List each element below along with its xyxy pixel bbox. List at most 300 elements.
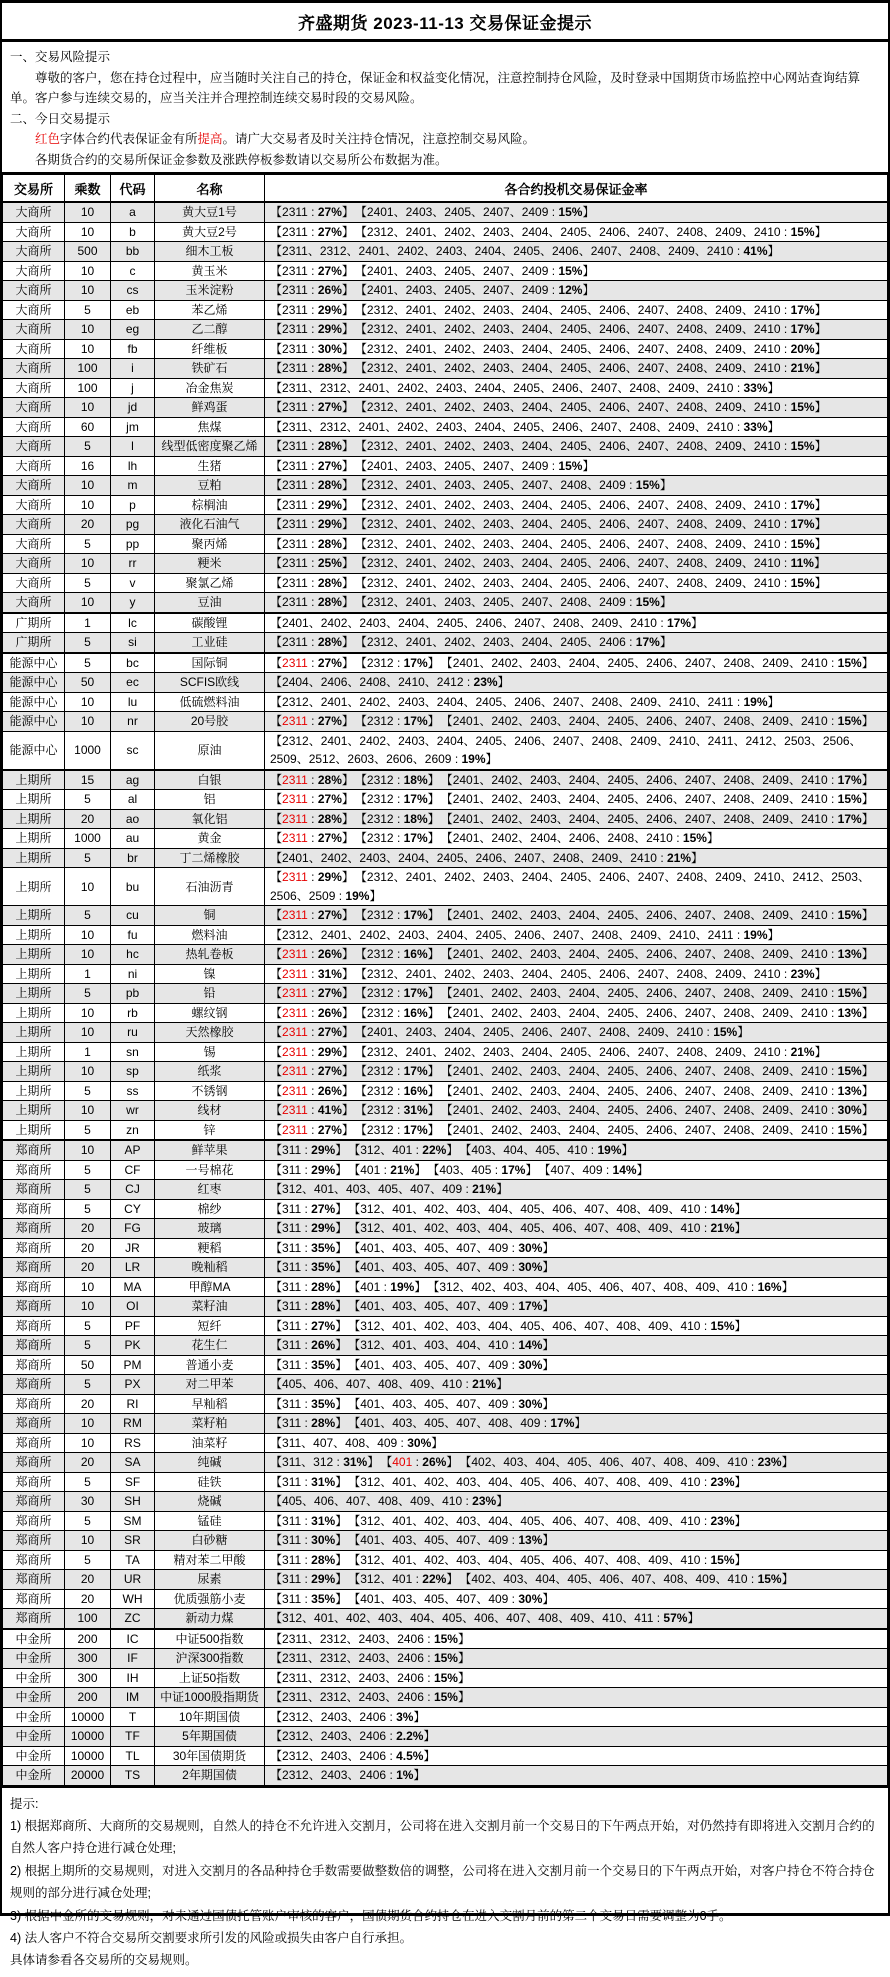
- code-cell: hc: [111, 945, 155, 965]
- multiplier-cell: 10000: [65, 1746, 111, 1766]
- multiplier-cell: 5: [65, 437, 111, 457]
- margin-rate-value: 21%: [390, 1162, 415, 1177]
- margin-rate-value: 15%: [635, 478, 660, 492]
- table-row: [3, 593, 888, 613]
- name-cell: 硅铁: [155, 1472, 265, 1492]
- margin-rates-cell: [265, 359, 888, 379]
- code-cell: fu: [111, 925, 155, 945]
- table-row: [3, 261, 888, 281]
- contract-month-group: 【401 : 21%】: [354, 1162, 427, 1177]
- multiplier-cell: 5: [65, 1199, 111, 1219]
- multiplier-cell: 10: [65, 554, 111, 574]
- exchange-cell: 能源中心: [3, 712, 65, 732]
- contract-month-group: 【311 : 28%】: [270, 1552, 348, 1567]
- name-cell: 生猪: [155, 456, 265, 476]
- contract-months: 2401、2402、2403、2404、2405、2406、2407、2408、2409、2410: [452, 947, 828, 961]
- margin-rate-value: 19%: [345, 888, 370, 903]
- name-cell: 20号胶: [155, 712, 265, 732]
- table-row: [3, 1316, 888, 1336]
- table-row: [3, 1707, 888, 1727]
- margin-rate-value: 57%: [663, 1611, 688, 1625]
- multiplier-cell: 100: [65, 359, 111, 379]
- margin-rate-value: 31%: [311, 1513, 336, 1528]
- contract-month-group: 【2312、2403、2406 : 4.5%】: [270, 1748, 436, 1763]
- table-row: [3, 692, 888, 712]
- multiplier-cell: 10: [65, 202, 111, 222]
- contract-month-group: 【2312、2401、2402、2403、2404、2405、2406、2407、2408、2409、2410 : 20%】: [360, 341, 827, 356]
- contract-month-group: 【311 : 28%】: [270, 1279, 348, 1294]
- name-cell: 对二甲苯: [155, 1375, 265, 1395]
- multiplier-cell: 10: [65, 1297, 111, 1317]
- exchange-cell: 上期所: [3, 906, 65, 926]
- contract-month-group: 【2312、2401、2402、2403、2404、2405、2406、2407、2408、2409、2410、2411 : 19%】: [270, 927, 780, 942]
- exchange-cell: 大商所: [3, 222, 65, 242]
- margin-rates-cell: [265, 1120, 888, 1140]
- margin-rate-value: 13%: [837, 1005, 862, 1020]
- contract-month-group: 【2311 : 28%】: [270, 361, 354, 375]
- name-cell: 短纤: [155, 1316, 265, 1336]
- multiplier-cell: 5: [65, 984, 111, 1004]
- contract-month-group: 【2312、2401、2402、2403、2404、2405、2406、2407、2408、2409、2410 : 15%】: [360, 439, 827, 453]
- name-cell: 铝: [155, 790, 265, 810]
- contract-month-group: 【2311 : 27%】: [270, 908, 354, 922]
- exchange-cell: 上期所: [3, 809, 65, 829]
- margin-rate-value: 21%: [667, 850, 692, 865]
- code-cell: CJ: [111, 1180, 155, 1200]
- code-cell: IM: [111, 1688, 155, 1708]
- table-row: [3, 1140, 888, 1160]
- margin-rate-value: 21%: [472, 1182, 497, 1196]
- contract-month-group: 【2312 : 18%】: [360, 772, 440, 787]
- exchange-cell: 郑商所: [3, 1316, 65, 1336]
- margin-rates-cell: [265, 1531, 888, 1551]
- margin-rates-cell: [265, 1550, 888, 1570]
- footer-note-line: 2) 根据上期所的交易规则，对进入交割月的各品种持仓手数需要做整数倍的调整，公司将在进入交割月前一个交易日的下午两点开始，对客户持仓不符合持仓规则的部分进行减仓处理;: [10, 1863, 875, 1901]
- margin-rates-cell: [265, 964, 888, 984]
- contract-months: 311: [282, 1416, 302, 1430]
- contract-month-group: 【2311 : 26%】: [270, 1083, 354, 1098]
- exchange-cell: 中金所: [3, 1688, 65, 1708]
- multiplier-cell: 20: [65, 809, 111, 829]
- margin-rate-value: 14%: [518, 1338, 543, 1352]
- contract-month-group: 【2401、2402、2403、2404、2405、2406、2407、2408、2409、2410 : 17%】: [270, 615, 704, 630]
- margin-rate-value: 17%: [837, 811, 862, 826]
- exchange-cell: 大商所: [3, 456, 65, 476]
- contract-months: 2401、2402、2403、2404、2405、2406、2407、2408、2409、2410: [452, 1103, 828, 1117]
- contract-months: 2312、2403、2406: [282, 1729, 387, 1743]
- table-row: [3, 1297, 888, 1317]
- contract-month-group: 【311 : 27%】: [270, 1318, 348, 1333]
- exchange-data-notice: 各期货合约的交易所保证金参数及涨跌停板参数请以交易所公布数据为准。: [35, 152, 448, 167]
- risk-paragraph: 尊敬的客户，您在持仓过程中，应当随时关注自己的持仓，保证金和权益变化情况，注意控制持仓风险，及时登录中国期货市场监控中心网站查询结算单。客户参与连续交易的，应当关注并合理控制连续交易时段的交易风险。: [10, 70, 861, 105]
- contract-month-group: 【312、401、402、403、404、405、406、407、408、409、410 : 21%】: [354, 1221, 747, 1235]
- contract-months: 311: [282, 1572, 302, 1586]
- exchange-cell: 上期所: [3, 848, 65, 868]
- table-row: [3, 1219, 888, 1239]
- raised-contract-months: 2311: [282, 1064, 308, 1078]
- contract-month-group: 【401 : 19%】: [354, 1279, 427, 1294]
- name-cell: 螺纹钢: [155, 1003, 265, 1023]
- table-row: [3, 1101, 888, 1121]
- exchange-cell: 中金所: [3, 1766, 65, 1787]
- contract-months: 2312、2401、2402、2403、2404、2405、2406、2407、2408、2409、2410: [366, 497, 781, 512]
- code-cell: IF: [111, 1649, 155, 1669]
- table-row: [3, 320, 888, 340]
- code-cell: JR: [111, 1238, 155, 1258]
- name-cell: 中证500指数: [155, 1629, 265, 1649]
- margin-rates-cell: [265, 1355, 888, 1375]
- margin-rate-value: 14%: [710, 1201, 735, 1216]
- contract-month-group: 【402、403、404、405、406、407、408、409、410 : 23%】: [465, 1455, 794, 1469]
- margin-rates-cell: [265, 906, 888, 926]
- multiplier-cell: 5: [65, 1550, 111, 1570]
- exchange-cell: 郑商所: [3, 1550, 65, 1570]
- margin-rate-value: 41%: [317, 1103, 342, 1117]
- contract-months: 2401、2402、2403、2404、2405、2406、2407、2408、2409、2410: [452, 772, 828, 787]
- name-cell: 锌: [155, 1120, 265, 1140]
- exchange-cell: 上期所: [3, 1023, 65, 1043]
- margin-rate-value: 29%: [317, 497, 342, 512]
- raised-margin-notice: [10, 129, 880, 150]
- margin-rates-cell: [265, 790, 888, 810]
- contract-month-group: 【405、406、407、408、409、410 : 23%】: [270, 1494, 509, 1508]
- margin-rate-value: 15%: [837, 986, 862, 1000]
- margin-rates-cell: [265, 1042, 888, 1062]
- code-cell: bc: [111, 653, 155, 673]
- contract-month-group: 【2312 : 17%】: [360, 1122, 440, 1137]
- margin-rate-value: 17%: [403, 1122, 428, 1137]
- contract-month-group: 【2311 : 28%】: [270, 595, 354, 609]
- footer-note-line: 1) 根据郑商所、大商所的交易规则，自然人的持仓不允许进入交割月，公司将在进入交割月前一个交易日的下午两点开始，对仍然持有即将进入交割月合约的自然人客户持仓进行减仓处理;: [10, 1818, 875, 1856]
- margin-rates-cell: [265, 984, 888, 1004]
- contract-month-group: 【402、403、404、405、406、407、408、409、410 : 15%】: [465, 1572, 794, 1586]
- contract-months: 2312: [366, 947, 394, 961]
- table-row: [3, 945, 888, 965]
- name-cell: 优质强筋小麦: [155, 1589, 265, 1609]
- contract-months: 2312、2401、2402、2403、2404、2405、2406、2407、2408、2409、2410、2411: [282, 694, 734, 709]
- contract-months: 311: [282, 1279, 302, 1294]
- name-cell: 花生仁: [155, 1336, 265, 1356]
- margin-rate-value: 22%: [422, 1572, 447, 1586]
- contract-months: 2404、2406、2408、2410、2412: [282, 675, 464, 689]
- code-cell: cs: [111, 281, 155, 301]
- contract-month-group: 【312、402、403、404、405、406、407、408、409、410 : 16%】: [433, 1279, 794, 1294]
- margin-rate-value: 15%: [433, 1651, 458, 1665]
- contract-months: 2312、2401、2402、2403、2404、2405、2406、2407、2408、2409、2410: [366, 517, 781, 531]
- raised-contract-months: 2311: [282, 1122, 308, 1137]
- notice-middle-text: 字体合约代表保证金有所: [60, 132, 198, 146]
- code-cell: LR: [111, 1258, 155, 1278]
- margin-rate-table: [2, 172, 888, 1788]
- contract-month-group: 【2311 : 28%】: [270, 439, 354, 453]
- margin-rate-value: 30%: [837, 1103, 862, 1117]
- margin-rate-value: 15%: [790, 575, 815, 590]
- contract-months: 401、403、405、407、409: [360, 1240, 509, 1255]
- contract-months: 2401、2402、2403、2404、2405、2406、2407、2408、2409、2410: [452, 1005, 828, 1020]
- exchange-cell: 上期所: [3, 790, 65, 810]
- margin-rate-value: 4.5%: [396, 1748, 424, 1763]
- exchange-cell: 郑商所: [3, 1492, 65, 1512]
- name-cell: 线型低密度聚乙烯: [155, 437, 265, 457]
- contract-month-group: 【2312、2401、2402、2403、2404、2405、2406、2407、2408、2409、2410 : 15%】: [360, 536, 827, 551]
- contract-months: 401: [360, 1279, 381, 1294]
- margin-rate-value: 18%: [403, 811, 428, 826]
- code-cell: lu: [111, 692, 155, 712]
- name-cell: 聚氯乙烯: [155, 573, 265, 593]
- contract-months: 2311: [282, 400, 308, 414]
- margin-rates-cell: [265, 1649, 888, 1669]
- contract-month-group: 【312、401、402、403、404、405、406、407、408、409、410、411 : 57%】: [270, 1611, 700, 1625]
- multiplier-cell: 5: [65, 633, 111, 653]
- name-cell: 玻璃: [155, 1219, 265, 1239]
- contract-month-group: 【2311 : 29%】: [270, 517, 354, 531]
- contract-months: 2311、2312、2403、2406: [282, 1670, 424, 1685]
- contract-months: 2312、2401、2402、2403、2404、2405、2406、2407、2408、2409、2410、2411、2412、2503、2506、2509、2512、2603、2606、2609: [270, 733, 862, 766]
- code-cell: a: [111, 202, 155, 222]
- contract-month-group: 【2312、2401、2402、2403、2404、2405、2406、2407、2408、2409、2410 : 21%】: [360, 1044, 827, 1059]
- margin-rate-value: 29%: [311, 1221, 336, 1235]
- name-cell: 碳酸锂: [155, 613, 265, 633]
- margin-rates-cell: [265, 281, 888, 301]
- raised-contract-months: 2311: [282, 772, 308, 787]
- code-cell: fb: [111, 339, 155, 359]
- contract-month-group: 【2311 : 27%】: [270, 1064, 354, 1078]
- code-cell: ss: [111, 1081, 155, 1101]
- exchange-cell: 上期所: [3, 1101, 65, 1121]
- contract-month-group: 【401、403、405、407、409 : 30%】: [354, 1240, 555, 1255]
- table-row: [3, 1258, 888, 1278]
- exchange-cell: 郑商所: [3, 1258, 65, 1278]
- margin-rate-value: 35%: [311, 1240, 336, 1255]
- margin-rate-value: 27%: [317, 263, 342, 278]
- name-cell: 尿素: [155, 1570, 265, 1590]
- name-cell: 红枣: [155, 1180, 265, 1200]
- code-cell: si: [111, 633, 155, 653]
- exchange-cell: 上期所: [3, 1042, 65, 1062]
- margin-rates-cell: [265, 320, 888, 340]
- exchange-cell: 能源中心: [3, 731, 65, 770]
- contract-month-group: 【2311 : 28%】: [270, 478, 354, 492]
- margin-rate-value: 31%: [343, 1455, 368, 1469]
- margin-rates-cell: [265, 1180, 888, 1200]
- contract-months: 2312: [366, 655, 394, 670]
- margin-rate-value: 15%: [837, 792, 862, 806]
- margin-rate-value: 22%: [422, 1143, 447, 1157]
- code-cell: OI: [111, 1297, 155, 1317]
- multiplier-cell: 16: [65, 456, 111, 476]
- margin-rate-value: 29%: [317, 322, 342, 336]
- table-row: [3, 437, 888, 457]
- name-cell: 粳米: [155, 554, 265, 574]
- contract-month-group: 【2312 : 18%】: [360, 811, 440, 826]
- contract-month-group: 【2312 : 17%】: [360, 792, 440, 806]
- contract-months: 2311: [282, 536, 308, 551]
- name-cell: 沪深300指数: [155, 1649, 265, 1669]
- margin-rate-value: 19%: [461, 752, 486, 766]
- margin-rates-cell: [265, 222, 888, 242]
- margin-rate-value: 17%: [790, 517, 815, 531]
- multiplier-cell: 1: [65, 964, 111, 984]
- name-cell: 烧碱: [155, 1492, 265, 1512]
- code-cell: br: [111, 848, 155, 868]
- exchange-cell: 郑商所: [3, 1531, 65, 1551]
- code-cell: FG: [111, 1219, 155, 1239]
- margin-rates-cell: [265, 613, 888, 633]
- table-row: [3, 1120, 888, 1140]
- contract-month-group: 【311、312 : 31%】: [270, 1455, 380, 1469]
- multiplier-cell: 50: [65, 1355, 111, 1375]
- contract-months: 2311: [282, 439, 308, 453]
- margin-rate-value: 17%: [790, 497, 815, 512]
- margin-rate-value: 17%: [635, 635, 660, 649]
- contract-month-group: 【2311 : 41%】: [270, 1103, 354, 1117]
- margin-rates-cell: [265, 1375, 888, 1395]
- table-row: [3, 1081, 888, 1101]
- contract-months: 311: [282, 1474, 302, 1489]
- margin-rate-value: 27%: [317, 986, 342, 1000]
- margin-rates-cell: [265, 573, 888, 593]
- name-cell: 不锈钢: [155, 1081, 265, 1101]
- multiplier-cell: 10: [65, 1277, 111, 1297]
- contract-months: 2401、2402、2404、2406、2408、2410: [452, 831, 673, 845]
- margin-rates-cell: [265, 1472, 888, 1492]
- contract-month-group: 【2311 : 27%】: [270, 400, 354, 414]
- code-cell: jd: [111, 398, 155, 418]
- margin-rate-value: 28%: [317, 811, 342, 826]
- code-cell: pp: [111, 534, 155, 554]
- contract-month-group: 【2312、2401、2402、2403、2404、2405、2406、2407、2408、2409、2410 : 23%】: [360, 966, 827, 981]
- contract-month-group: 【401、403、405、407、409 : 17%】: [354, 1299, 555, 1313]
- exchange-cell: 大商所: [3, 417, 65, 437]
- contract-months: 401、403、405、407、409: [360, 1533, 509, 1547]
- exchange-cell: 上期所: [3, 945, 65, 965]
- multiplier-cell: 200: [65, 1688, 111, 1708]
- contract-month-group: 【2401、2402、2403、2404、2405、2406、2407、2408、2409、2410 : 17%】: [446, 811, 874, 826]
- contract-months: 2312、2401、2402、2403、2404、2405、2406、2407、2408、2409、2410: [366, 1044, 781, 1059]
- name-cell: 低硫燃料油: [155, 692, 265, 712]
- contract-months: 312、402、403、404、405、406、407、408、409、410: [439, 1279, 748, 1294]
- code-cell: au: [111, 829, 155, 849]
- name-cell: 菜籽油: [155, 1297, 265, 1317]
- contract-month-group: 【2311、2312、2403、2406 : 15%】: [270, 1690, 470, 1704]
- margin-rate-value: 15%: [558, 205, 583, 219]
- multiplier-cell: 5: [65, 1472, 111, 1492]
- contract-months: 2311、2312、2401、2402、2403、2404、2405、2406、2407、2408、2409、2410: [282, 380, 734, 395]
- table-row: [3, 1003, 888, 1023]
- table-row: [3, 1453, 888, 1473]
- table-row: [3, 1042, 888, 1062]
- footer-note-line: 3) 根据中金所的交易规则，对未通过国债托管账户审核的客户，国债期货合约持仓在进入交割月前的第二个交易日需要调整为0手。: [10, 1908, 732, 1923]
- margin-rate-value: 27%: [317, 1122, 342, 1137]
- multiplier-cell: 10: [65, 398, 111, 418]
- table-row: [3, 1589, 888, 1609]
- multiplier-cell: 20: [65, 1589, 111, 1609]
- contract-months: 2311、2312、2403、2406: [282, 1651, 424, 1665]
- code-cell: j: [111, 378, 155, 398]
- exchange-cell: 郑商所: [3, 1160, 65, 1180]
- table-row: [3, 1570, 888, 1590]
- contract-month-group: 【311 : 35%】: [270, 1396, 348, 1411]
- contract-months: 311: [282, 1318, 302, 1333]
- multiplier-cell: 5: [65, 1120, 111, 1140]
- margin-rates-cell: [265, 1258, 888, 1278]
- multiplier-cell: 1000: [65, 731, 111, 770]
- name-cell: 新动力煤: [155, 1609, 265, 1629]
- contract-month-group: 【401、403、405、407、409 : 30%】: [354, 1357, 555, 1372]
- contract-months: 311: [282, 1552, 302, 1567]
- contract-month-group: 【2311 : 27%】: [270, 263, 354, 278]
- margin-rate-value: 17%: [403, 792, 428, 806]
- contract-month-group: 【2311、2312、2401、2402、2403、2404、2405、2406、2407、2408、2409、2410 : 33%】: [270, 380, 780, 395]
- contract-months: 312、401、402、403、404、405、406、407、408、409、410: [360, 1552, 701, 1567]
- code-cell: TL: [111, 1746, 155, 1766]
- multiplier-cell: 60: [65, 417, 111, 437]
- contract-months: 2312、2403、2406: [282, 1768, 387, 1782]
- code-cell: i: [111, 359, 155, 379]
- name-cell: 鲜鸡蛋: [155, 398, 265, 418]
- contract-month-group: 【2312、2403、2406 : 3%】: [270, 1709, 426, 1724]
- exchange-cell: 郑商所: [3, 1570, 65, 1590]
- raised-contract-months: 2311: [282, 966, 308, 981]
- contract-months: 2311: [282, 458, 308, 473]
- exchange-cell: 郑商所: [3, 1238, 65, 1258]
- contract-months: 2312: [366, 908, 394, 922]
- name-cell: 冶金焦炭: [155, 378, 265, 398]
- contract-months: 2401、2403、2404、2405、2406、2407、2408、2409、2410: [366, 1025, 704, 1039]
- table-row: [3, 281, 888, 301]
- contract-month-group: 【2401、2402、2403、2404、2405、2406、2407、2408、2409、2410 : 15%】: [446, 908, 874, 922]
- code-cell: bb: [111, 242, 155, 262]
- margin-rate-value: 23%: [757, 1455, 782, 1469]
- margin-rate-value: 28%: [317, 575, 342, 590]
- contract-month-group: 【2311、2312、2401、2402、2403、2404、2405、2406、2407、2408、2409、2410 : 33%】: [270, 419, 780, 434]
- exchange-cell: 郑商所: [3, 1375, 65, 1395]
- exchange-cell: 大商所: [3, 320, 65, 340]
- name-cell: 10年期国债: [155, 1707, 265, 1727]
- margin-rate-value: 23%: [710, 1513, 735, 1528]
- margin-rates-cell: [265, 1199, 888, 1219]
- contract-months: 2311: [282, 263, 308, 278]
- contract-month-group: 【401、403、405、407、408、409 : 17%】: [354, 1416, 587, 1430]
- margin-rate-value: 31%: [311, 1474, 336, 1489]
- exchange-cell: 大商所: [3, 476, 65, 496]
- contract-month-group: 【312、401、403、405、407、409 : 21%】: [270, 1182, 509, 1196]
- margin-rate-value: 17%: [403, 908, 428, 922]
- margin-rate-value: 17%: [790, 322, 815, 336]
- margin-rate-value: 26%: [317, 947, 342, 961]
- margin-rates-cell: [265, 1277, 888, 1297]
- contract-months: 2401、2402、2403、2404、2405、2406、2407、2408、2409、2410: [282, 615, 657, 630]
- name-cell: 热轧卷板: [155, 945, 265, 965]
- contract-month-group: 【311、407、408、409 : 30%】: [270, 1435, 444, 1450]
- contract-month-group: 【2312、2401、2402、2403、2404、2405、2406、2407、2408、2409、2410 : 15%】: [360, 575, 827, 590]
- contract-months: 405、406、407、408、409、410: [282, 1377, 463, 1391]
- margin-rate-value: 17%: [837, 772, 862, 787]
- table-row: [3, 1531, 888, 1551]
- raised-contract-months: 2311: [282, 714, 308, 728]
- multiplier-cell: 5: [65, 573, 111, 593]
- multiplier-cell: 10: [65, 692, 111, 712]
- multiplier-cell: 20: [65, 1570, 111, 1590]
- margin-rate-value: 15%: [790, 439, 815, 453]
- margin-rate-value: 20%: [790, 341, 815, 356]
- footer-notes: [2, 1788, 888, 1977]
- contract-months: 2311: [282, 517, 308, 531]
- name-cell: 天然橡胶: [155, 1023, 265, 1043]
- contract-months: 2312: [366, 792, 394, 806]
- exchange-cell: 郑商所: [3, 1433, 65, 1453]
- exchange-cell: 上期所: [3, 770, 65, 790]
